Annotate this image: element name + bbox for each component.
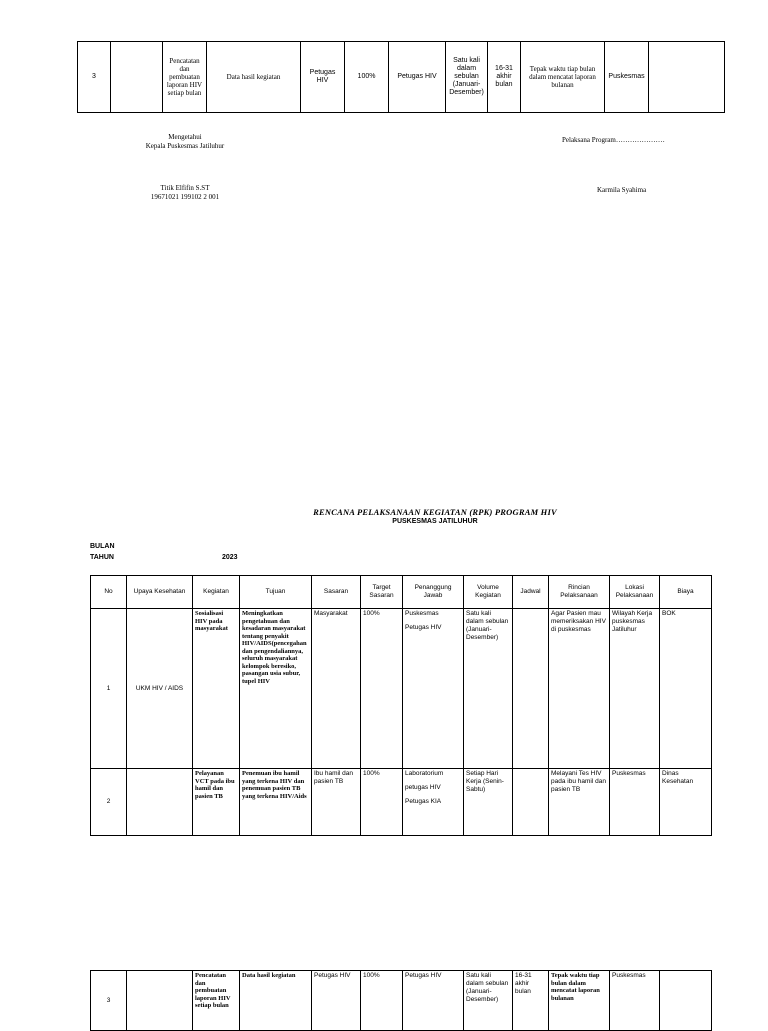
penanggung-2: Petugas HIV: [405, 624, 442, 631]
header-lokasi: Lokasi Pelaksanaan: [610, 576, 660, 609]
cell-biaya: [660, 971, 712, 1031]
cell-lokasi: Puskesmas: [605, 42, 649, 113]
cell-biaya: Dinas Kesehatan: [660, 769, 712, 836]
cell-upaya: [127, 769, 193, 836]
cell-sasaran: Petugas HIV: [312, 971, 361, 1031]
approver-signature: [140, 184, 230, 202]
cell-target: 100%: [361, 609, 403, 769]
penanggung-1: Puskesmas: [405, 610, 439, 617]
cell-jadwal: [513, 609, 549, 769]
cell-kegiatan: Pencatatan dan pembuatan laporan HIV setiap bulan: [163, 42, 207, 113]
cell-kegiatan: Sosialisasi HIV pada masyarakat: [193, 609, 240, 769]
cell-upaya: UKM HIV / AIDS: [127, 609, 193, 769]
cell-target: 100%: [361, 769, 403, 836]
cell-rincian: Agar Pasien mau memeriksakan HIV di puskesmas: [549, 609, 610, 769]
penanggung-1: Laboratorium: [405, 770, 444, 777]
cell-volume: Satu kali dalam sebulan (Januari-Desember): [464, 971, 513, 1031]
header-penanggung: Penanggung Jawab: [403, 576, 464, 609]
document-title: RENCANA PELAKSANAAN KEGIATAN (RPK) PROGRAM HIV: [313, 507, 557, 517]
header-sasaran: Sasaran: [312, 576, 361, 609]
header-biaya: Biaya: [660, 576, 712, 609]
cell-jadwal: 16-31 akhir bulan: [488, 42, 521, 113]
table-row: [91, 971, 712, 1031]
cell-no: 1: [91, 609, 127, 769]
rpk-table: [90, 575, 712, 836]
document-subtitle: PUSKESMAS JATILUHUR: [392, 518, 478, 525]
approval-block: [140, 133, 230, 151]
cell-penanggung: [403, 769, 464, 836]
cell-target: 100%: [345, 42, 389, 113]
header-kegiatan: Kegiatan: [193, 576, 240, 609]
table-row: [78, 42, 725, 113]
approval-title: Kepala Puskesmas Jatiluhur: [145, 142, 225, 150]
cell-volume: Satu kali dalam sebulan (Januari-Desember): [464, 609, 513, 769]
cell-rincian: Tepak waktu tiap bulan dalam mencatat laporan bulanan: [549, 971, 610, 1031]
approval-label: Mengetahui: [168, 133, 202, 141]
cell-upaya: [127, 971, 193, 1031]
header-no: No: [91, 576, 127, 609]
tahun-label: TAHUN: [90, 554, 114, 561]
bulan-label: BULAN: [90, 543, 115, 550]
header-tujuan: Tujuan: [240, 576, 312, 609]
cell-sasaran: Ibu hamil dan pasien TB: [312, 769, 361, 836]
cell-tujuan: Meningkatkan pengetahuan dan kesadaran masyarakat tentang penyakit HIV/AIDS(pencegahan dan pengendaliannya, seluruh masyarakat kelompok beresiko, pasangan usia subur, tupel HIV: [240, 609, 312, 769]
executor-label: Pelaksana Program…………………: [562, 136, 665, 144]
rpk-table-continued: [90, 970, 712, 1031]
cell-volume: Setiap Hari Kerja (Senin-Sabtu): [464, 769, 513, 836]
cell-penanggung: [403, 609, 464, 769]
previous-page-table: [77, 41, 725, 113]
approver-nip: 19671021 199102 2 001: [150, 193, 220, 201]
cell-penanggung: Petugas HIV: [403, 971, 464, 1031]
cell-kegiatan: Pelayanan VCT pada ibu hamil dan pasien TB: [193, 769, 240, 836]
cell-no: 3: [91, 971, 127, 1031]
cell-volume: Satu kali dalam sebulan (Januari-Desember): [446, 42, 488, 113]
header-rincian: Rincian Pelaksanaan: [549, 576, 610, 609]
executor-name: Karmila Syahima: [597, 186, 647, 194]
cell-sasaran: Masyarakat: [312, 609, 361, 769]
table-row: [91, 609, 712, 769]
cell-lokasi: Puskesmas: [610, 971, 660, 1031]
cell-lokasi: Puskesmas: [610, 769, 660, 836]
cell-biaya: [649, 42, 725, 113]
cell-penanggung: Petugas HIV: [389, 42, 446, 113]
cell-lokasi: Wilayah Kerja puskesmas Jatiluhur: [610, 609, 660, 769]
cell-target: 100%: [361, 971, 403, 1031]
cell-rincian: Melayani Tes HIV pada ibu hamil dan pasien TB: [549, 769, 610, 836]
approver-name: Titik Elfifin S.ST: [160, 184, 210, 192]
header-jadwal: Jadwal: [513, 576, 549, 609]
table-header-row: [91, 576, 712, 609]
header-volume: Volume Kegiatan: [464, 576, 513, 609]
cell-kegiatan: Pencatatan dan pembuatan laporan HIV setiap bulan: [193, 971, 240, 1031]
cell-tujuan: Data hasil kegiatan: [240, 971, 312, 1031]
cell-no: 3: [78, 42, 111, 113]
penanggung-2: petugas HIV: [405, 784, 441, 791]
cell-no: 2: [91, 769, 127, 836]
cell-rincian: Tepak waktu tiap bulan dalam mencatat laporan bulanan: [521, 42, 605, 113]
cell-jadwal: 16-31 akhir bulan: [513, 971, 549, 1031]
tahun-value: 2023: [222, 554, 238, 561]
cell-biaya: BOK: [660, 609, 712, 769]
cell-tujuan: Penemuan ibu hamil yang terkena HIV dan penemuan pasien TB yang terkena HIV/Aids: [240, 769, 312, 836]
cell-sasaran: Petugas HIV: [301, 42, 345, 113]
cell-jadwal: [513, 769, 549, 836]
table-row: [91, 769, 712, 836]
penanggung-3: Petugas KIA: [405, 798, 442, 805]
header-target: Target Sasaran: [361, 576, 403, 609]
cell-upaya: [111, 42, 163, 113]
cell-tujuan: Data hasil kegiatan: [207, 42, 301, 113]
header-upaya: Upaya Kesehatan: [127, 576, 193, 609]
